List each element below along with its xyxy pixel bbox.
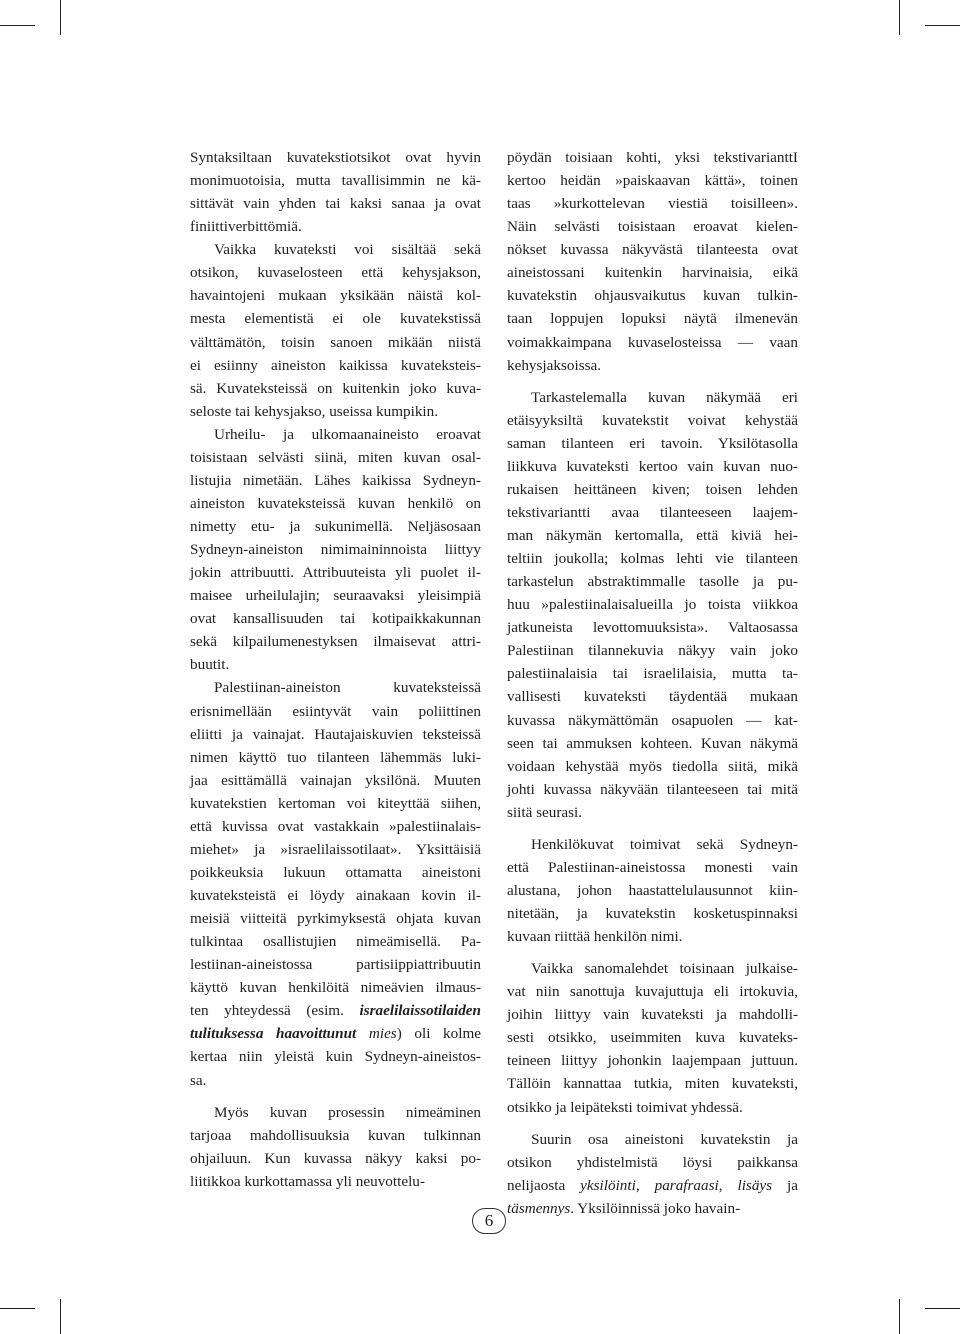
text-run: sä. Kuvateksteissä on kuitenkin joko kuva- [190, 379, 481, 397]
text-line [190, 284, 481, 307]
text-line [190, 377, 481, 400]
text-run: miehet» ja »israelilaissotilaat». Yksittäisiä [190, 840, 481, 858]
text-run: nelijaosta [507, 1176, 581, 1194]
text-line [507, 685, 798, 708]
text-run: eliitti ja vainajat. Hautajaiskuvien teksteissä [190, 725, 481, 743]
text-run: otsikon, kuvaselosteen että kehysjakson, [190, 264, 481, 282]
text-run: ohjailuun. Kun kuvassa näkyy kaksi po- [190, 1149, 481, 1167]
text-line [190, 1170, 481, 1193]
text-line [190, 331, 481, 354]
text-line [190, 884, 481, 907]
text-run: kuvatekstin ohjausvaikutus kuvan tulkin- [507, 287, 798, 305]
text-run: alustana, johon haastattelulausunnot kiin- [507, 881, 798, 899]
text-run: monimuotoisia, mutta tavallisimmin ne kä- [190, 172, 481, 190]
text-line [507, 1026, 798, 1049]
text-run: yksilöinti [580, 1176, 636, 1194]
text-run [356, 1025, 369, 1042]
text-run: kehysjaksoissa. [507, 356, 602, 374]
text-line [190, 976, 481, 999]
text-line [507, 478, 798, 501]
text-run: buutit. [190, 656, 230, 674]
text-line [507, 192, 798, 215]
text-run: Palestiinan tilannekuvia näkyy vain joko [507, 642, 798, 660]
text-line [507, 354, 798, 377]
text-run: poikkeuksia lukuun ottamatta aineistoni [190, 863, 481, 881]
text-run: nökset kuvassa näkyvästä tilanteesta ovat [507, 241, 798, 259]
text-run: liitikkoa kurkottamassa yli neuvottelu- [190, 1172, 425, 1190]
text-line [190, 354, 481, 377]
text-run: mesta elementistä ei ole kuvatekstissä [190, 310, 481, 328]
text-line [190, 653, 481, 676]
text-run: täsmennys [507, 1199, 571, 1217]
text-line [507, 778, 798, 801]
left-text-column [190, 146, 481, 1193]
text-line [190, 1124, 481, 1147]
text-run: taan loppujen lopuksi näytä ilmenevän [507, 310, 798, 328]
text-line [507, 570, 798, 593]
text-run: voidaan kehystää myös tiedolla siitä, mikä [507, 757, 798, 775]
text-line [507, 1003, 798, 1026]
text-line [190, 1147, 481, 1170]
text-run: Myös kuvan prosessin nimeäminen [214, 1103, 481, 1121]
text-line [507, 980, 798, 1003]
text-line [190, 838, 481, 861]
text-line [507, 639, 798, 662]
text-run: sekä kilpailumenestyksen ilmaisevat attri- [190, 633, 481, 651]
text-line [190, 307, 481, 330]
text-run: Palestiinan-aineiston kuvateksteissä [214, 679, 481, 697]
text-run: otsikon yhdistelmistä löysi paikkansa [507, 1153, 798, 1171]
text-run: taas »kurkottelevan viestiä toisilleen». [507, 195, 798, 213]
text-line [507, 709, 798, 732]
text-run: Syntaksiltaan kuvatekstiotsikot ovat hyvin [190, 149, 481, 166]
text-line [507, 284, 798, 307]
text-run: Tarkastelemalla kuvan näkymää eri [531, 388, 798, 406]
text-line [190, 723, 481, 746]
text-run: jaa esittämällä vainajan yksilönä. Muuten [190, 771, 481, 789]
text-line [507, 261, 798, 284]
right-text-column [507, 146, 798, 1220]
crop-mark [0, 1308, 35, 1309]
text-run: meisiä viitteitä pyrkimyksestä ohjata kuvan [190, 910, 481, 928]
text-line [507, 732, 798, 755]
text-line [190, 261, 481, 284]
text-line [507, 593, 798, 616]
text-line [190, 746, 481, 769]
text-line [507, 146, 798, 169]
text-line [507, 1049, 798, 1072]
text-run: tulituksessa haavoittunut [190, 1025, 357, 1043]
text-run: mies [368, 1025, 397, 1043]
text-run: tulkintaa osallistujien nimeämisellä. Pa- [190, 933, 481, 951]
text-run: , [718, 1176, 738, 1194]
text-run: teineen liittyy johonkin laajempaan juttuun. [507, 1052, 798, 1070]
text-run: että kuvissa ovat vastakkain »palestiinalais- [190, 817, 481, 835]
text-line [507, 409, 798, 432]
text-run: huu »palestiinalaisalueilla jo toista viikkoa [507, 596, 798, 614]
page-number [472, 1208, 506, 1234]
text-run: maisee urheilulajin; seuraavaksi yleisimpiä [190, 587, 481, 605]
text-run: ovat kansallisuuden tai kotipaikkakunnan [190, 610, 481, 628]
text-run: lisäys [737, 1176, 773, 1194]
text-run: joihin liittyy vain kuvateksti ja mahdolli- [507, 1006, 798, 1024]
text-run: sesti otsikko, useimmiten kuva kuvateks- [507, 1029, 798, 1047]
text-run: Vaikka sanomalehdet toisinaan julkaise- [531, 960, 798, 978]
crop-mark [925, 1308, 960, 1309]
text-line [190, 492, 481, 515]
text-line [190, 1101, 481, 1124]
text-line [507, 238, 798, 261]
text-run: , [635, 1176, 655, 1194]
text-run: toisistaan selvästi siinä, miten kuvan osal- [190, 448, 481, 466]
text-line [190, 1045, 481, 1068]
text-run: parafraasi [654, 1176, 719, 1194]
text-run: ei esiinny aineiston kaikissa kuvateksteis- [190, 356, 481, 374]
text-run: Urheilu- ja ulkomaanaineisto eroavat [214, 425, 481, 443]
text-line [190, 953, 481, 976]
text-run: lestiinan-aineistossa partisiippiattribuutin [190, 956, 481, 974]
crop-mark [60, 1299, 61, 1334]
text-run: teltiin joukolla; kolmas lehti vie tilanteen [507, 550, 798, 568]
text-line [190, 538, 481, 561]
text-run: nitetään, ja kuvatekstin kosketuspinnaksi [507, 905, 798, 922]
text-run: nimetty etu- ja sukunimellä. Neljäsosaan [190, 518, 481, 535]
text-line [507, 1151, 798, 1174]
text-line [507, 755, 798, 778]
text-run: listujia nimetään. Lähes kaikissa Sydneyn- [190, 471, 481, 489]
text-line [190, 446, 481, 469]
text-line [507, 925, 798, 948]
text-line [507, 307, 798, 330]
text-line [507, 547, 798, 570]
text-run: nimen käyttö tuo tilanteen lähemmäs luki- [190, 748, 481, 766]
text-run: tekstivariantti avaa tilanteeseen laajem- [507, 503, 798, 521]
text-line [507, 524, 798, 547]
text-run: Vaikka kuvateksti voi sisältää sekä [214, 241, 481, 259]
text-run: kuvateksteistä ei löydy ainakaan kovin il- [190, 887, 481, 904]
text-run: pöydän toisiaan kohti, yksi tekstivarianttI [507, 149, 798, 166]
text-line [507, 856, 798, 879]
crop-mark [899, 1299, 900, 1334]
text-run: erisnimellään esiintyvät vain poliittinen [190, 702, 481, 720]
text-run: tarjoaa mahdollisuuksia kuvan tulkinnan [190, 1126, 481, 1144]
text-run: kuvassa näkymättömän osapuolen — kat- [507, 711, 798, 729]
text-line [507, 501, 798, 524]
text-line [190, 1069, 481, 1092]
text-run: Näin selvästi toisistaan eroavat kielen- [507, 218, 798, 236]
text-line [190, 146, 481, 169]
text-line [190, 469, 481, 492]
text-run: kuvaan riittää henkilön nimi. [507, 928, 683, 946]
text-line [507, 957, 798, 980]
text-run: Suurin osa aineistoni kuvatekstin ja [531, 1130, 798, 1148]
text-line [190, 1022, 481, 1045]
text-run: johti kuvassa näkyvään tilanteeseen tai mitä [507, 780, 798, 798]
text-run: otsikko ja leipäteksti toimivat yhdessä. [507, 1098, 743, 1116]
text-line [190, 607, 481, 630]
text-run: aineiston kuvateksteissä kuvan henkilö on [190, 494, 481, 512]
text-run: välttämätön, toisin sanoen mikään niistä [190, 333, 481, 351]
text-line [507, 1072, 798, 1095]
text-run: voimakkaimpana kuvaselosteissa — vaan [507, 333, 798, 351]
text-run: havaintojeni mukaan yksikään näistä kol- [190, 287, 481, 305]
text-run: seloste tai kehysjakso, useissa kumpikin. [190, 402, 439, 420]
text-run: vat niin sanottuja kuvajuttuja eli irtokuvia, [507, 983, 798, 1001]
text-line [190, 907, 481, 930]
text-line [190, 792, 481, 815]
text-line [190, 769, 481, 792]
text-line [190, 815, 481, 838]
text-line [507, 432, 798, 455]
text-line [190, 238, 481, 261]
text-run: rukaisen heittäneen kiven; toisen lehden [507, 480, 798, 498]
text-run: saman tilanteen eri tavoin. Yksilötasolla [507, 434, 798, 452]
crop-mark [60, 0, 61, 35]
text-run: siitä seurasi. [507, 803, 583, 821]
text-run: ten yhteydessä (esim. [190, 1002, 360, 1020]
text-line [507, 169, 798, 192]
text-run: jatkuneista levottomuuksista». Valtaosassa [507, 619, 798, 637]
text-run: että Palestiinan-aineistossa monesti vain [507, 858, 798, 876]
crop-mark [925, 25, 960, 26]
text-run: etäisyyksiltä kuvatekstit voivat kehystää [507, 411, 798, 429]
text-run: Tällöin kannattaa tutkia, miten kuvateksti, [507, 1075, 798, 1093]
text-line [507, 331, 798, 354]
text-line [507, 616, 798, 639]
text-line [507, 215, 798, 238]
text-line [507, 1128, 798, 1151]
text-run: sittävät vain yhden tai kaksi sanaa ja ovat [190, 195, 481, 213]
text-line [190, 515, 481, 538]
text-run: kertoo heidän »paiskaavan kättä», toinen [507, 172, 798, 190]
text-run: jokin attribuutti. Attribuuteista yli puolet il- [190, 564, 481, 582]
text-run: sa. [190, 1071, 207, 1089]
text-line [507, 833, 798, 856]
text-run: man näkymän kertomalla, että kiviä hei- [507, 527, 798, 544]
text-line [507, 879, 798, 902]
crop-mark [899, 0, 900, 35]
text-line [190, 215, 481, 238]
text-line [507, 455, 798, 478]
text-line [190, 700, 481, 723]
text-run: finiittiverbittömiä. [190, 218, 302, 236]
text-run: seen tai ammuksen kohteen. Kuvan näkymä [507, 734, 798, 752]
text-run: ja [772, 1176, 799, 1194]
text-line [507, 386, 798, 409]
text-run: vallisesti kuvateksti täydentää mukaan [507, 688, 798, 706]
text-run: israelilaissotilaiden [359, 1002, 481, 1020]
text-line [190, 999, 481, 1022]
text-run: Henkilökuvat toimivat sekä Sydneyn- [531, 835, 798, 853]
text-line [190, 169, 481, 192]
text-line [190, 192, 481, 215]
text-line [507, 1096, 798, 1119]
page-number-label: 6 [484, 1211, 494, 1230]
text-line [190, 676, 481, 699]
text-line [507, 801, 798, 824]
text-line [507, 662, 798, 685]
text-line [190, 584, 481, 607]
text-run: aineistossani kuitenkin harvinaisia, eikä [507, 264, 798, 282]
text-line [190, 630, 481, 653]
crop-mark [0, 25, 35, 26]
text-line [507, 1174, 798, 1197]
text-run: liikkuva kuvateksti kertoo vain kuvan nuo- [507, 457, 798, 475]
text-line [190, 400, 481, 423]
text-line [507, 902, 798, 925]
text-run: kuvatekstien kertoman voi kiteyttää siihen, [190, 794, 481, 812]
text-run: palestiinalaisia tai israelilaisia, mutta ta- [507, 665, 798, 683]
text-run: Sydneyn-aineiston nimimaininnoista liittyy [190, 541, 481, 559]
text-line [190, 930, 481, 953]
text-run: ) oli kolme [396, 1025, 482, 1043]
text-line [507, 1197, 798, 1220]
text-line [190, 861, 481, 884]
text-line [190, 561, 481, 584]
text-run: käyttö kuvan henkilöitä nimeävien ilmaus- [190, 979, 481, 997]
text-run: . Yksilöinnissä joko havain- [570, 1199, 741, 1217]
text-line [190, 423, 481, 446]
text-run: tarkastelun abstraktimmalle tasolle ja pu- [507, 573, 798, 591]
text-run: kertaa niin yleistä kuin Sydneyn-aineistos- [190, 1048, 481, 1066]
